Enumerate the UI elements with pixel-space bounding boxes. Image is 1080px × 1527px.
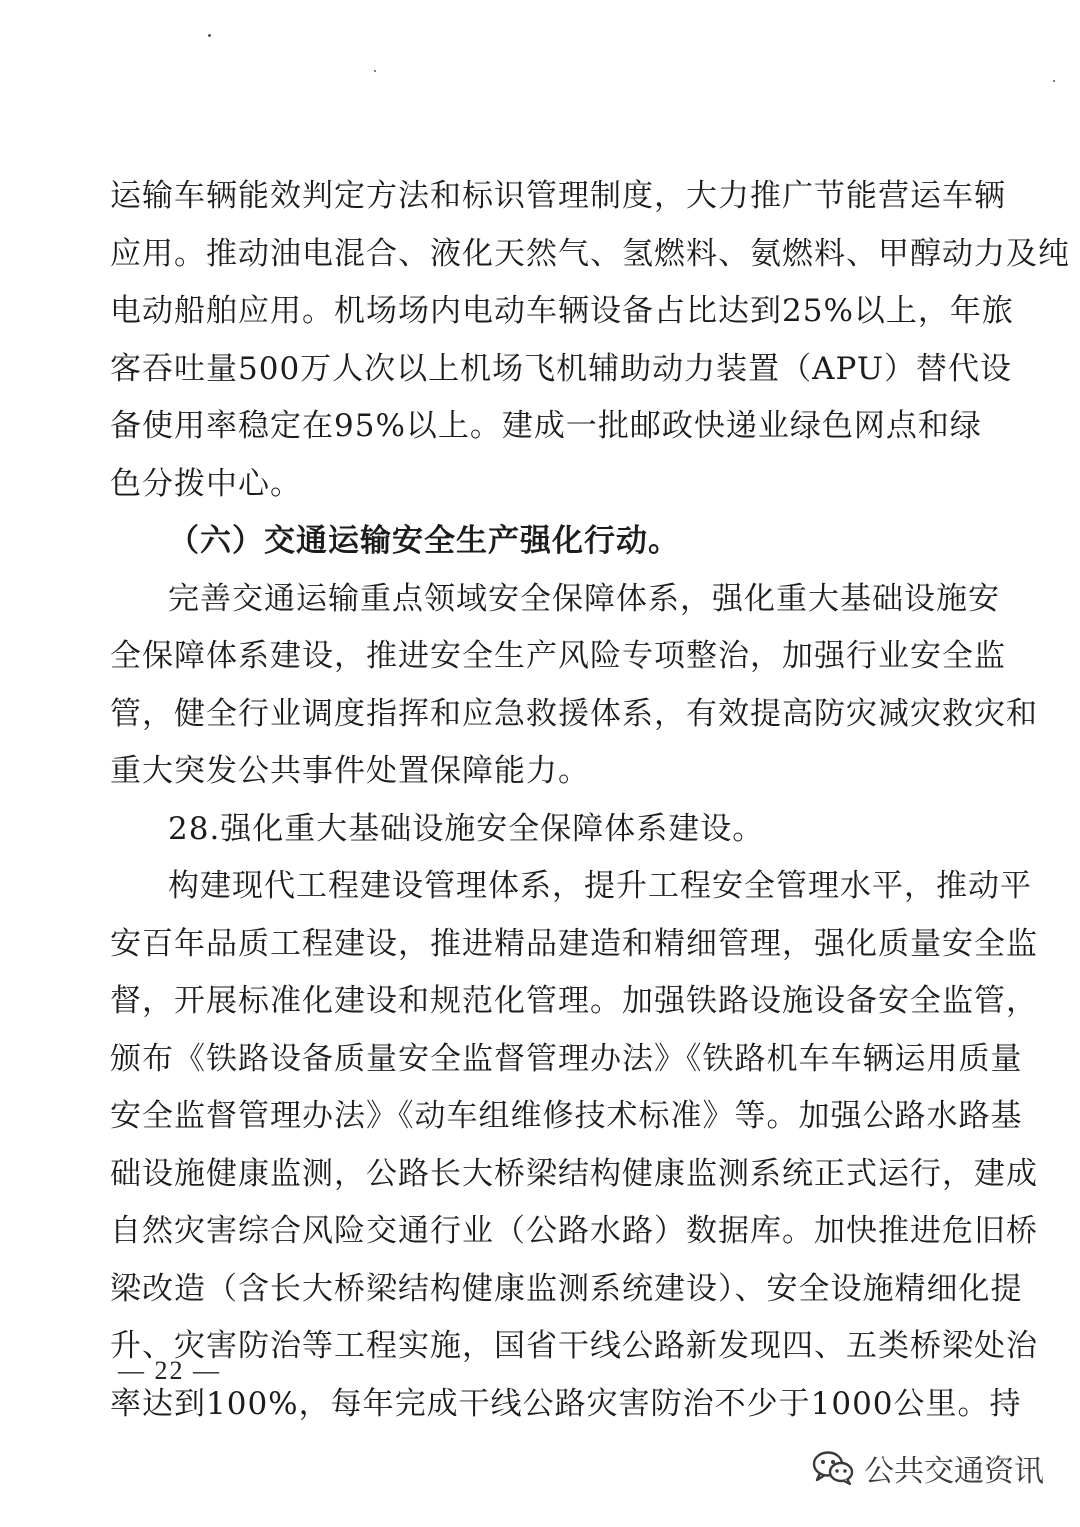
body-line: 应用。推动油电混合、液化天然气、氢燃料、氨燃料、甲醇动力及纯: [110, 235, 1070, 272]
body-line: 运输车辆能效判定方法和标识管理制度，大力推广节能营运车辆: [110, 178, 1006, 214]
body-line: 构建现代工程建设管理体系，提升工程安全管理水平，推动平: [168, 868, 1032, 904]
body-line: 管，健全行业调度指挥和应急救援体系，有效提高防灾减灾救灾和: [110, 695, 1038, 732]
scan-speck: [374, 70, 376, 72]
body-line: 梁改造（含长大桥梁结构健康监测系统建设）、安全设施精细化提: [110, 1270, 1023, 1307]
body-line: 备使用率稳定在95%以上。建成一批邮政快递业绿色网点和绿: [110, 408, 982, 444]
body-line: 督，开展标准化建设和规范化管理。加强铁路设施设备安全监管，: [110, 983, 1038, 1019]
scan-speck: [1053, 80, 1055, 82]
body-line: 颁布《铁路设备质量安全监督管理办法》《铁路机车车辆运用质量: [110, 1040, 1023, 1077]
wechat-icon: [812, 1450, 854, 1486]
body-line: 色分拨中心。: [110, 465, 302, 502]
body-line: 全保障体系建设，推进安全生产风险专项整治，加强行业安全监: [110, 638, 1006, 674]
watermark: [812, 1446, 1044, 1490]
body-line: 安百年品质工程建设，推进精品建造和精细管理，强化质量安全监: [110, 925, 1038, 962]
body-line: 安全监督管理办法》《动车组维修技术标准》等。加强公路水路基: [110, 1098, 1023, 1134]
page-number: — 22 —: [118, 1356, 221, 1385]
body-line: 完善交通运输重点领域安全保障体系，强化重大基础设施安: [168, 580, 1000, 617]
subsection-heading: 28.强化重大基础设施安全保障体系建设。: [168, 810, 765, 847]
body-line: 自然灾害综合风险交通行业（公路水路）数据库。加快推进危旧桥: [110, 1213, 1038, 1249]
body-line: 重大突发公共事件处置保障能力。: [110, 753, 590, 789]
body-line: 客吞吐量500万人次以上机场飞机辅助动力装置（APU）替代设: [110, 350, 1012, 387]
body-line: 电动船舶应用。机场场内电动车辆设备占比达到25%以上，年旅: [110, 293, 1014, 329]
section-heading: （六）交通运输安全生产强化行动。: [168, 523, 680, 559]
scan-speck: [208, 34, 211, 37]
document-body: [110, 168, 1070, 1433]
body-line: 升、灾害防治等工程实施，国省干线公路新发现四、五类桥梁处治: [110, 1328, 1038, 1364]
body-line: 础设施健康监测，公路长大桥梁结构健康监测系统正式运行，建成: [110, 1155, 1038, 1192]
body-line: 率达到100%，每年完成干线公路灾害防治不少于1000公里。持: [110, 1385, 1022, 1422]
watermark-text: 公共交通资讯: [864, 1454, 1044, 1489]
